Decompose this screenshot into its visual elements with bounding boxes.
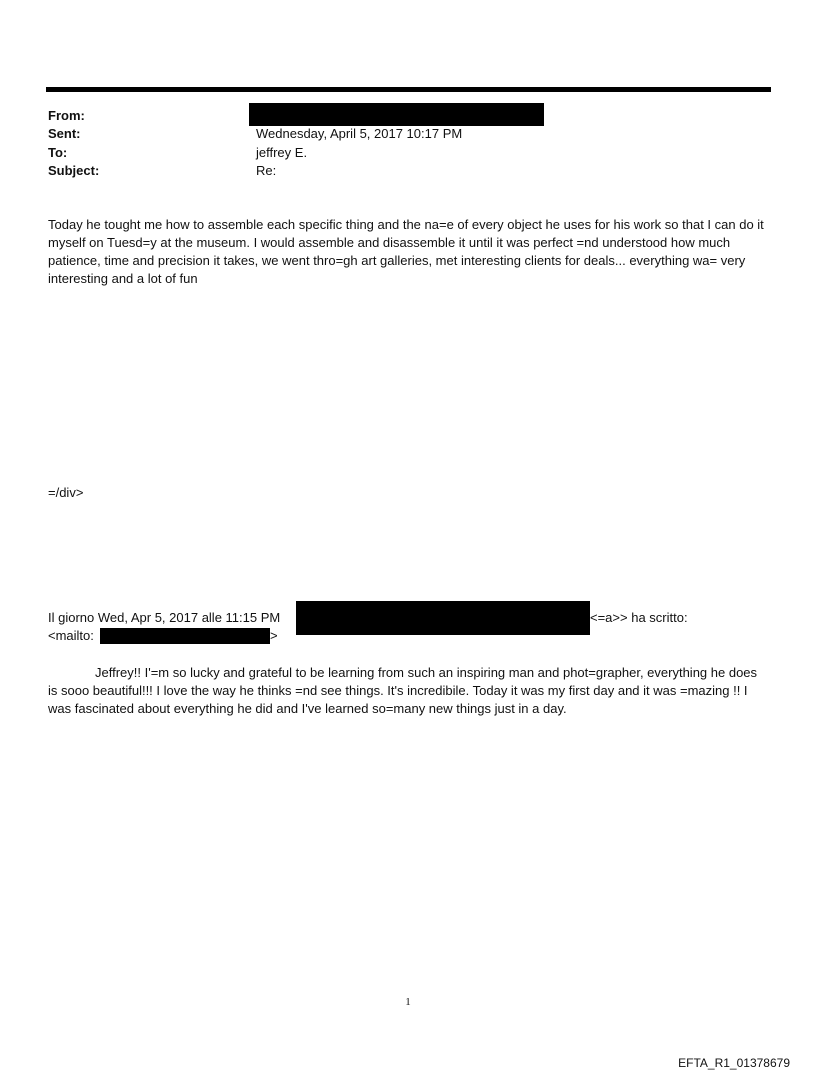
document-id: EFTA_R1_01378679 [678, 1056, 790, 1070]
header-rule [46, 87, 771, 92]
sent-label: Sent: [48, 126, 81, 141]
page-number: 1 [405, 996, 411, 1008]
mailto-suffix: > [270, 628, 278, 643]
quoted-message: Jeffrey!! I'=m so lucky and grateful to be learning from such an inspiring man and phot=grapher, everything he does is sooo beautiful!!! I love the way he thinks =nd see things. It's incredibile. Today it was my first day and it was =mazing !! I was fascinated about everything he did and I've learned so=many new things just in a day. [48, 665, 758, 716]
reply-body: Today he tought me how to assemble each specific thing and the na=e of every object he uses for his work so that I can do it myself on Tuesd=y at the museum. I would assemble and disassemble it until it was perfect =nd understood how much patience, time and precision it takes, we went thro=gh art galleries, met interesting clients for deals... everything wa= very interesting and a lot of fun [48, 217, 764, 286]
quote-intro-start: Il giorno Wed, Apr 5, 2017 alle 11:15 PM [48, 610, 281, 625]
from-label: From: [48, 108, 85, 123]
subject-label: Subject: [48, 163, 100, 178]
to-label: To: [48, 145, 68, 160]
quote-intro-end: <=a>> ha scritto: [590, 610, 688, 625]
div-close-text: =/div> [48, 485, 84, 500]
subject-value: Re: [256, 163, 277, 178]
mailto-prefix: <mailto: [48, 628, 94, 643]
redacted-from [249, 103, 544, 126]
sent-value: Wednesday, April 5, 2017 10:17 PM [256, 126, 463, 141]
to-value: jeffrey E. [256, 145, 308, 160]
redacted-sender [296, 601, 590, 635]
redacted-email [100, 628, 270, 644]
